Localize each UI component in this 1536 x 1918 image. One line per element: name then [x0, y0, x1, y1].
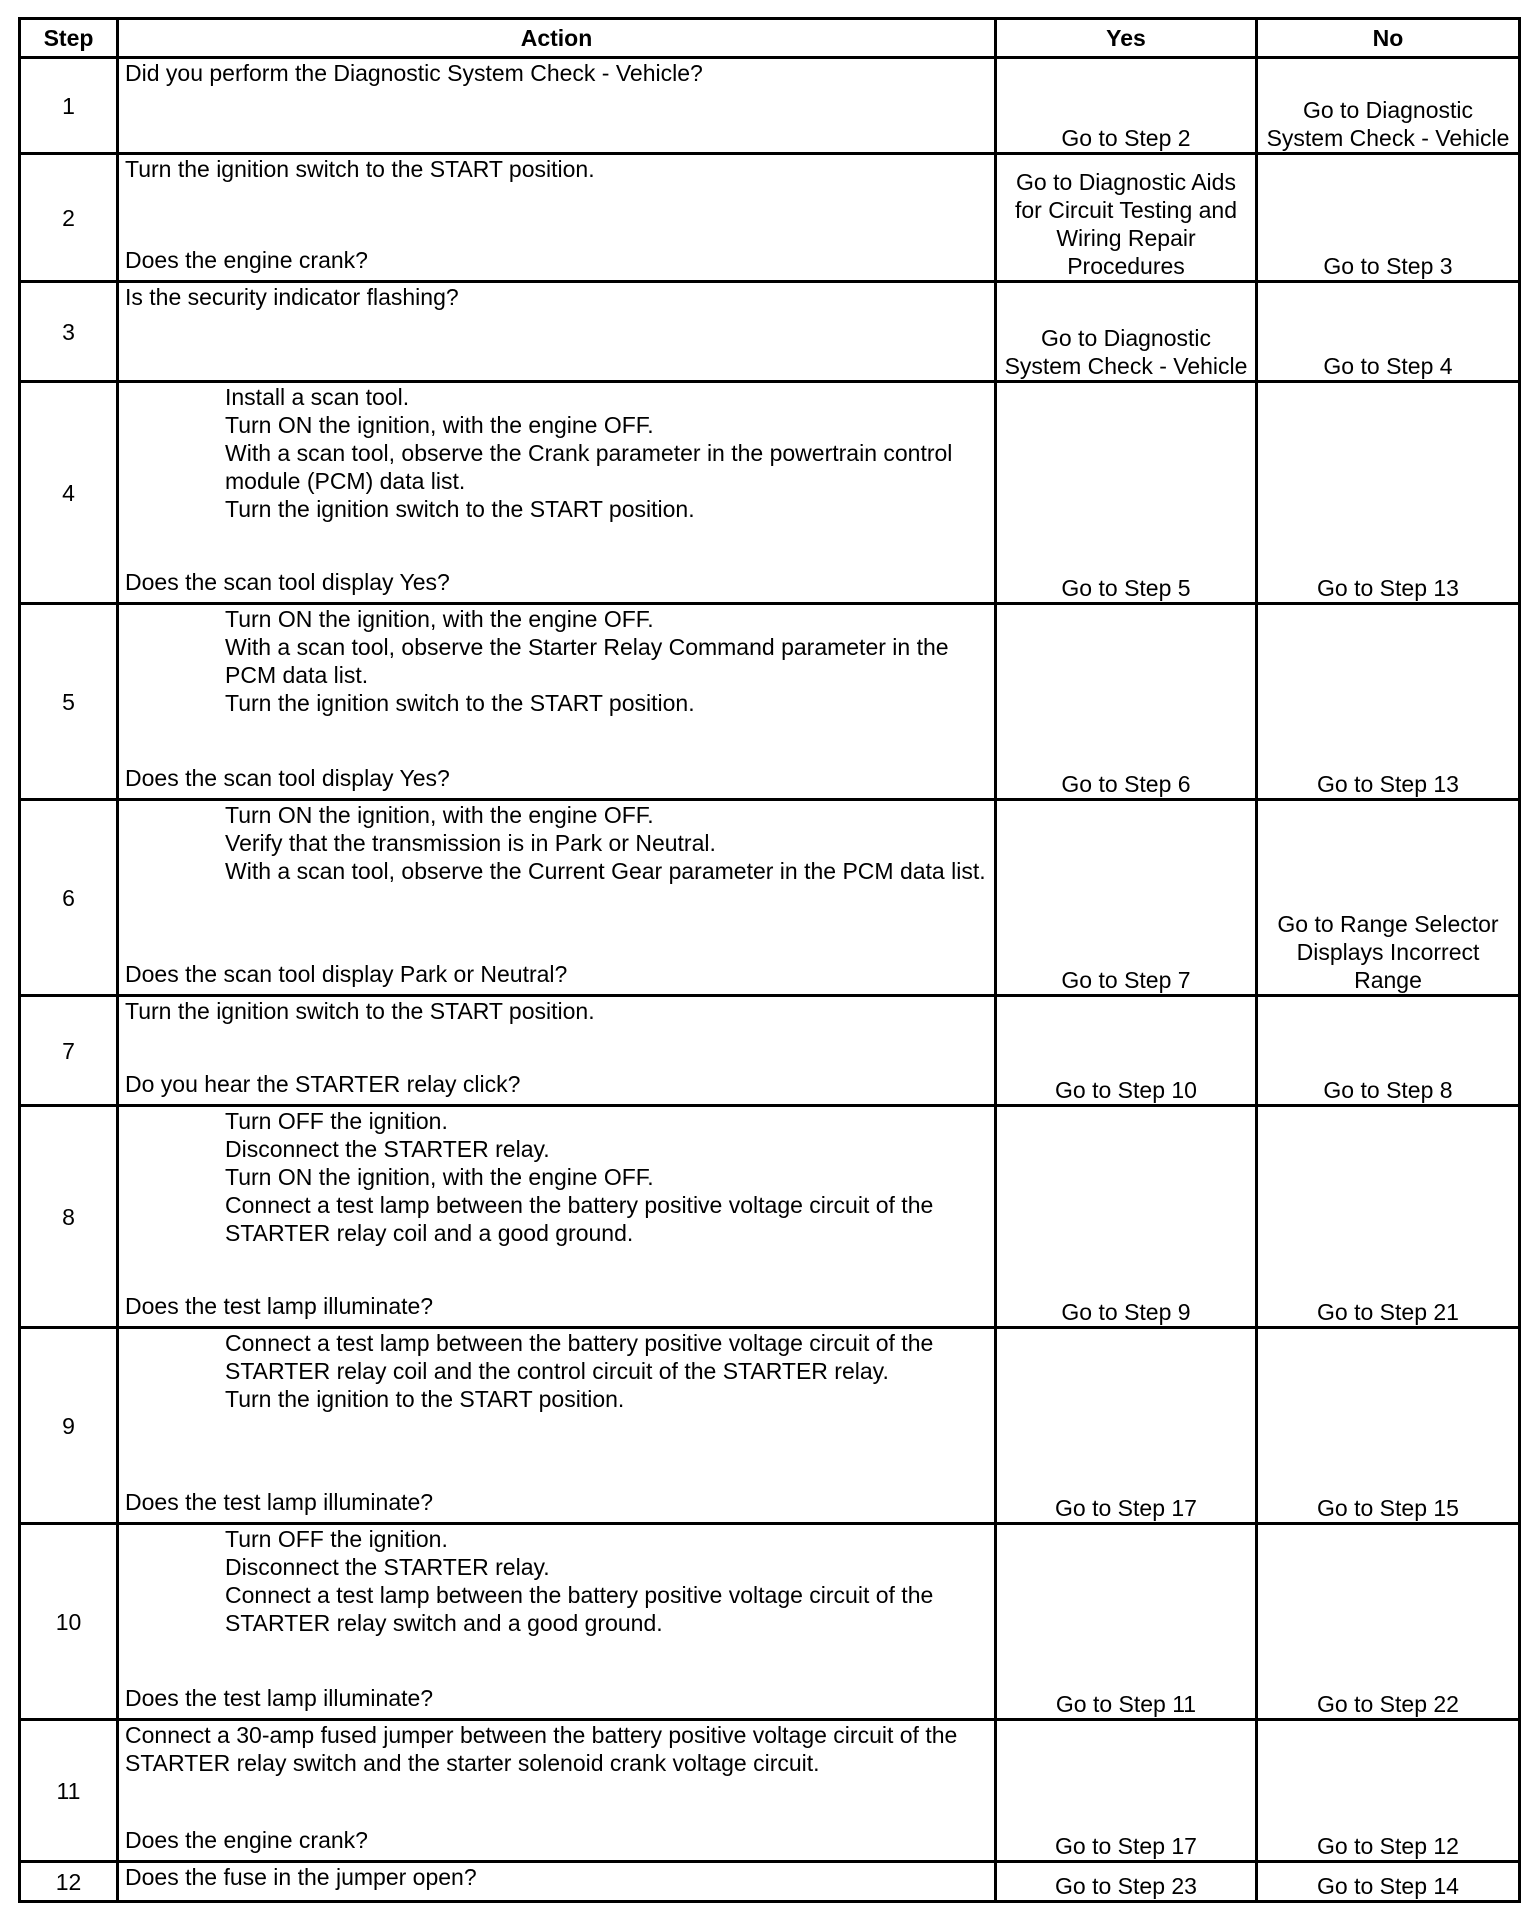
step-number: 6 — [20, 800, 118, 996]
no-result: Go to Range Selector Displays Incorrect Range — [1257, 800, 1520, 996]
action-step-item: Turn ON the ignition, with the engine OFF. — [225, 606, 654, 632]
action-cell — [118, 1328, 996, 1524]
yes-result: Go to Step 7 — [996, 800, 1257, 996]
action-question: Does the test lamp illuminate? — [125, 1685, 434, 1711]
action-cell — [118, 1524, 996, 1720]
no-result: Go to Step 15 — [1257, 1328, 1520, 1524]
header-no: No — [1257, 19, 1520, 58]
action-cell — [118, 604, 996, 800]
action-question: Does the test lamp illuminate? — [125, 1293, 434, 1319]
step-number: 1 — [20, 58, 118, 154]
action-question: Do you hear the STARTER relay click? — [125, 1071, 521, 1097]
table-row — [20, 1862, 1520, 1902]
action-cell — [118, 154, 996, 282]
header-action: Action — [118, 19, 996, 58]
action-step-item: Connect a test lamp between the battery positive voltage circuit of the STARTER relay switch and a good ground. — [225, 1582, 934, 1636]
step-number: 10 — [20, 1524, 118, 1720]
step-number: 4 — [20, 382, 118, 604]
action-question: Does the scan tool display Yes? — [125, 569, 450, 595]
no-result: Go to Step 13 — [1257, 604, 1520, 800]
action-question: Does the test lamp illuminate? — [125, 1489, 434, 1515]
yes-result: Go to Step 2 — [996, 58, 1257, 154]
action-step-item: Disconnect the STARTER relay. — [225, 1554, 550, 1580]
action-step-item: Install a scan tool. — [225, 384, 410, 410]
action-step-item: Connect a test lamp between the battery positive voltage circuit of the STARTER relay coil and the control circuit of the STARTER relay. — [225, 1330, 934, 1384]
no-result: Go to Step 4 — [1257, 282, 1520, 382]
action-text: Turn the ignition switch to the START position. — [125, 156, 595, 182]
action-question: Does the scan tool display Park or Neutral? — [125, 961, 568, 987]
step-number: 3 — [20, 282, 118, 382]
action-step-item: Verify that the transmission is in Park or Neutral. — [225, 830, 716, 856]
no-result: Go to Step 21 — [1257, 1106, 1520, 1328]
yes-result: Go to Step 9 — [996, 1106, 1257, 1328]
table-body — [20, 58, 1520, 1902]
action-step-item: Connect a test lamp between the battery positive voltage circuit of the STARTER relay coil and a good ground. — [225, 1192, 934, 1246]
yes-result: Go to Step 11 — [996, 1524, 1257, 1720]
no-result: Go to Step 12 — [1257, 1720, 1520, 1862]
table-row — [20, 996, 1520, 1106]
action-cell — [118, 1106, 996, 1328]
yes-result: Go to Step 23 — [996, 1862, 1257, 1902]
table-row — [20, 1720, 1520, 1862]
action-cell — [118, 1862, 996, 1902]
action-cell — [118, 800, 996, 996]
action-cell — [118, 58, 996, 154]
action-step-item: With a scan tool, observe the Crank parameter in the powertrain control module (PCM) data list. — [225, 440, 953, 494]
no-result: Go to Step 13 — [1257, 382, 1520, 604]
header-step: Step — [20, 19, 118, 58]
step-number: 8 — [20, 1106, 118, 1328]
action-cell — [118, 996, 996, 1106]
diagnostic-table — [18, 17, 1521, 1903]
action-step-item: Turn ON the ignition, with the engine OFF. — [225, 802, 654, 828]
yes-result: Go to Step 10 — [996, 996, 1257, 1106]
action-step-item: With a scan tool, observe the Current Gear parameter in the PCM data list. — [225, 858, 986, 884]
action-cell — [118, 382, 996, 604]
no-result: Go to Diagnostic System Check - Vehicle — [1257, 58, 1520, 154]
action-text: Is the security indicator flashing? — [125, 284, 459, 310]
step-number: 5 — [20, 604, 118, 800]
action-text: Connect a 30-amp fused jumper between the battery positive voltage circuit of the STARTER relay switch and the starter solenoid crank voltage circuit. — [125, 1722, 958, 1776]
table-row — [20, 1106, 1520, 1328]
action-text: Does the fuse in the jumper open? — [125, 1864, 477, 1890]
table-row — [20, 604, 1520, 800]
yes-result: Go to Step 17 — [996, 1328, 1257, 1524]
yes-result: Go to Step 5 — [996, 382, 1257, 604]
yes-result: Go to Diagnostic Aids for Circuit Testing and Wiring Repair Procedures — [996, 154, 1257, 282]
action-step-item: Turn ON the ignition, with the engine OFF. — [225, 1164, 654, 1190]
table-row — [20, 1524, 1520, 1720]
step-number: 12 — [20, 1862, 118, 1902]
yes-result: Go to Diagnostic System Check - Vehicle — [996, 282, 1257, 382]
action-question: Does the engine crank? — [125, 247, 368, 273]
no-result: Go to Step 22 — [1257, 1524, 1520, 1720]
header-yes: Yes — [996, 19, 1257, 58]
action-step-item: Turn OFF the ignition. — [225, 1108, 448, 1134]
action-step-item: Turn the ignition switch to the START position. — [225, 496, 695, 522]
table-row — [20, 1328, 1520, 1524]
header-row — [20, 19, 1520, 58]
action-step-item: Turn the ignition to the START position. — [225, 1386, 625, 1412]
yes-result: Go to Step 17 — [996, 1720, 1257, 1862]
step-number: 7 — [20, 996, 118, 1106]
action-step-item: Disconnect the STARTER relay. — [225, 1136, 550, 1162]
action-cell — [118, 1720, 996, 1862]
action-question: Does the scan tool display Yes? — [125, 765, 450, 791]
step-number: 9 — [20, 1328, 118, 1524]
no-result: Go to Step 3 — [1257, 154, 1520, 282]
action-question: Does the engine crank? — [125, 1827, 368, 1853]
action-text: Did you perform the Diagnostic System Check - Vehicle? — [125, 60, 703, 86]
table-row — [20, 800, 1520, 996]
step-number: 11 — [20, 1720, 118, 1862]
action-step-item: With a scan tool, observe the Starter Relay Command parameter in the PCM data list. — [225, 634, 949, 688]
no-result: Go to Step 8 — [1257, 996, 1520, 1106]
action-cell — [118, 282, 996, 382]
action-step-item: Turn the ignition switch to the START position. — [225, 690, 695, 716]
yes-result: Go to Step 6 — [996, 604, 1257, 800]
table-row — [20, 382, 1520, 604]
action-text: Turn the ignition switch to the START position. — [125, 998, 595, 1024]
table-row — [20, 154, 1520, 282]
no-result: Go to Step 14 — [1257, 1862, 1520, 1902]
action-step-item: Turn ON the ignition, with the engine OFF. — [225, 412, 654, 438]
step-number: 2 — [20, 154, 118, 282]
table-row — [20, 58, 1520, 154]
action-step-item: Turn OFF the ignition. — [225, 1526, 448, 1552]
table-row — [20, 282, 1520, 382]
